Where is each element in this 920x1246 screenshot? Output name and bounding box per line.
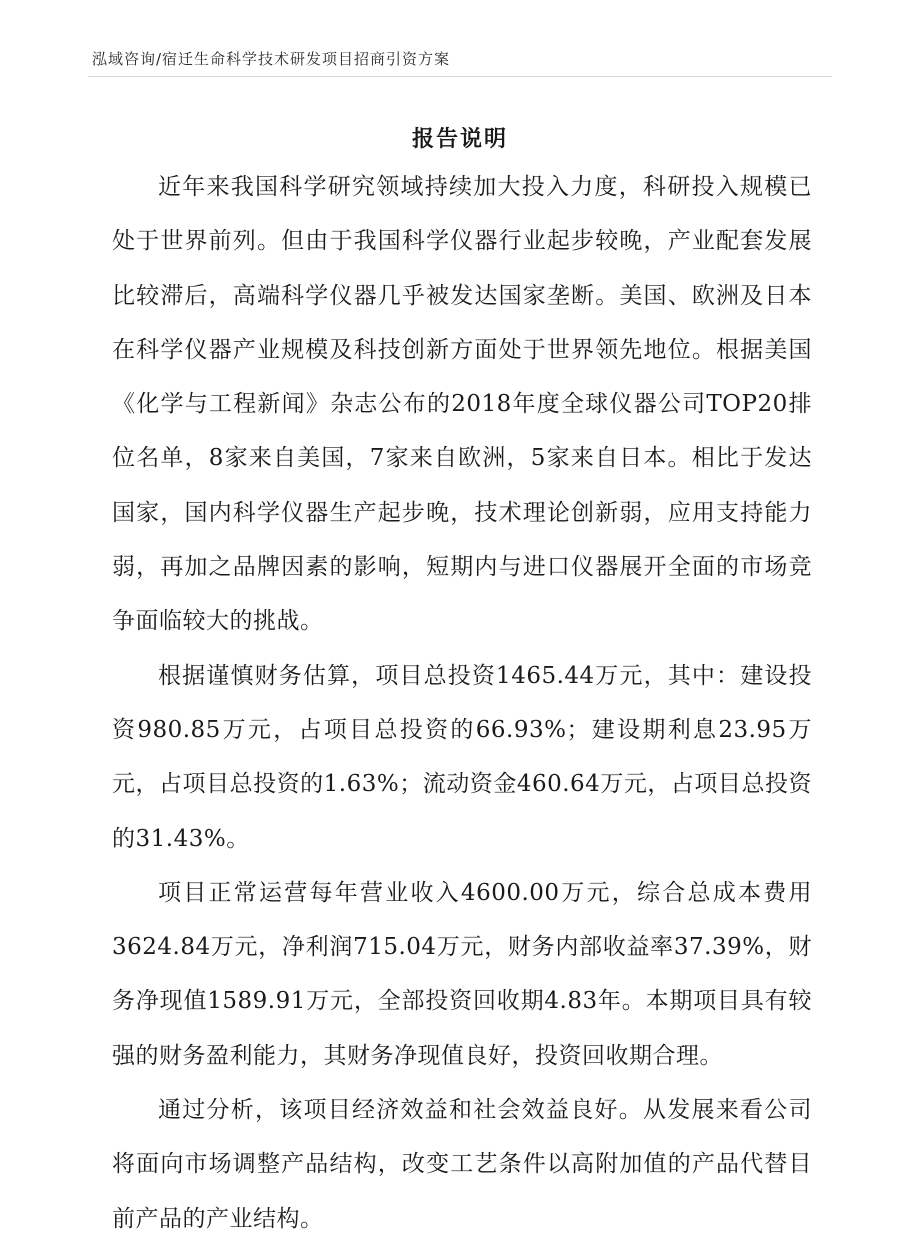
report-body <box>112 160 812 1246</box>
paragraph-conclusion: 通过分析，该项目经济效益和社会效益良好。从发展来看公司将面向市场调整产品结构，改变工艺条件以高附加值的产品代替目前产品的产业结构。 <box>112 1097 812 1232</box>
page-title: 报告说明 <box>411 127 508 152</box>
paragraph-investment: 根据谨慎财务估算，项目总投资1465.44万元，其中：建设投资980.85万元，占项目总投资的66.93%；建设期利息23.95万元，占项目总投资的1.63%；流动资金460.64万元，占项目总投资的31.43%。 <box>112 662 812 852</box>
paragraph-financials: 项目正常运营每年营业收入4600.00万元，综合总成本费用3624.84万元，净利润715.04万元，财务内部收益率37.39%，财务净现值1589.91万元，全部投资回收期4.83年。本期项目具有较强的财务盈利能力，其财务净现值良好，投资回收期合理。 <box>112 879 812 1069</box>
paragraph-background: 近年来我国科学研究领域持续加大投入力度，科研投入规模已处于世界前列。但由于我国科学仪器行业起步较晚，产业配套发展比较滞后，高端科学仪器几乎被发达国家垄断。美国、欧洲及日本在科学仪器产业规模及科技创新方面处于世界领先地位。根据美国《化学与工程新闻》杂志公布的2018年度全球仪器公司TOP20排位名单，8家来自美国，7家来自欧洲，5家来自日本。相比于发达国家，国内科学仪器生产起步晚，技术理论创新弱，应用支持能力弱，再加之品牌因素的影响，短期内与进口仪器展开全面的市场竞争面临较大的挑战。 <box>112 174 812 635</box>
header-divider <box>88 76 832 77</box>
running-header: 泓域咨询/宿迁生命科学技术研发项目招商引资方案 <box>92 50 451 68</box>
